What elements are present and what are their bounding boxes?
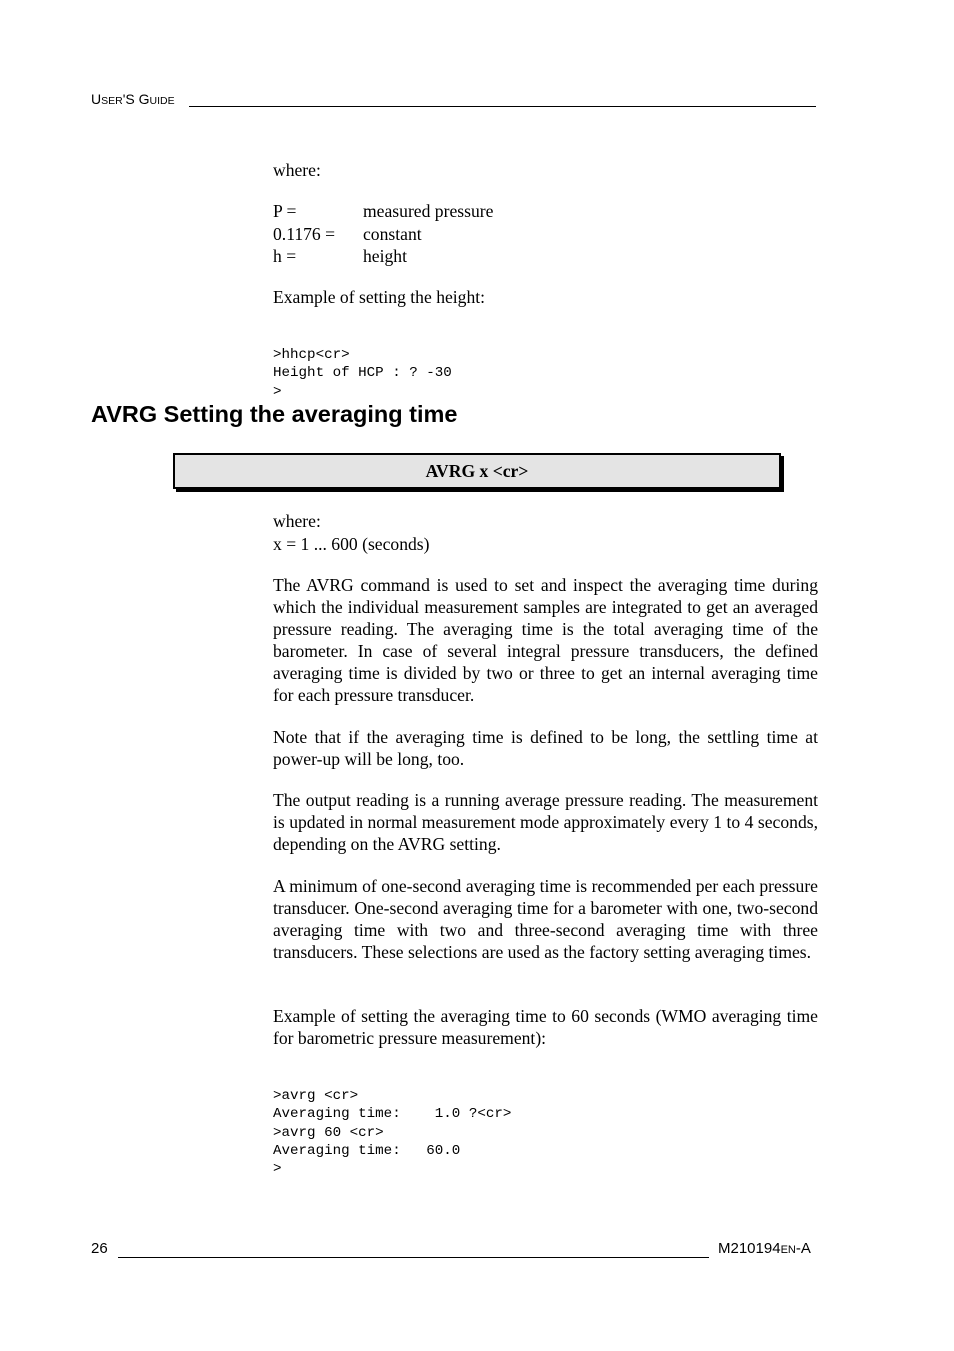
code-line: Averaging time: 1.0 ?<cr>: [273, 1106, 512, 1123]
code-line: >hhcp<cr>: [273, 347, 350, 364]
code-line: >avrg 60 <cr>: [273, 1124, 384, 1141]
definition-row: [273, 245, 493, 268]
code-line: >: [273, 1161, 282, 1178]
code-line: >avrg <cr>: [273, 1088, 359, 1105]
where-label-2: where:: [273, 511, 321, 531]
where-label-1: where:: [273, 160, 321, 180]
code-line: Averaging time: 60.0: [273, 1142, 461, 1159]
definition-desc: height: [363, 246, 407, 266]
document-code-main: M210194: [718, 1240, 781, 1257]
code-line: Height of HCP : ? -30: [273, 365, 452, 382]
header-initial-g: G: [138, 91, 150, 107]
definition-desc: measured pressure: [363, 201, 494, 221]
definition-row: [273, 200, 493, 223]
code-block-avrg: [273, 1069, 511, 1196]
paragraph-settling-note: Note that if the averaging time is defined to be long, the settling time at power-up will be long, too.: [273, 727, 818, 769]
paragraph-minimum-averaging: A minimum of one-second averaging time is recommended per each pressure transducer. One-second averaging time for a barometer with one, two-second averaging time with two and three-second averaging time with three transducers. These selections are used as the factory setting averaging times.: [273, 876, 818, 962]
code-line: >: [273, 383, 282, 400]
paragraph-output-reading: The output reading is a running average pressure reading. The measurement is updated in normal measurement mode approximately every 1 to 4 seconds, depending on the AVRG setting.: [273, 790, 818, 854]
header-apostrophe: 'S: [122, 91, 139, 107]
section-heading: AVRG Setting the averaging time: [91, 401, 458, 427]
paragraph-avrg-description: The AVRG command is used to set and inspect the averaging time during which the individual measurement samples are integrated to get an averaged pressure reading. The averaging time is the total averaging time of the barometer. In case of several integral pressure transducers, the defined averaging time is divided by two or three to get an internal averaging time for each pressure transducer.: [273, 575, 818, 705]
definition-row: [273, 223, 493, 246]
footer-rule: [118, 1257, 709, 1258]
definition-term: 0.1176 =: [273, 223, 336, 244]
running-header: [91, 91, 175, 107]
definition-desc: constant: [363, 223, 422, 244]
header-ser: SER: [101, 95, 123, 107]
page-number: 26: [91, 1240, 108, 1257]
header-initial-u: U: [91, 91, 102, 107]
header-rule: [189, 106, 816, 107]
x-range: x = 1 ... 600 (seconds): [273, 534, 430, 554]
definition-list: [273, 200, 493, 268]
example-height-intro: Example of setting the height:: [273, 287, 486, 307]
definition-term: h =: [273, 246, 297, 266]
document-code: [718, 1240, 811, 1257]
command-syntax-box: AVRG x <cr>: [173, 453, 781, 489]
paragraph-example-avrg: Example of setting the averaging time to 60 seconds (WMO averaging time for barometric pressure measurement):: [273, 1006, 818, 1048]
document-code-suffix: -A: [795, 1240, 811, 1257]
definition-term: P =: [273, 201, 297, 221]
document-code-lang: EN: [780, 1244, 796, 1256]
header-uide: UIDE: [149, 95, 175, 107]
